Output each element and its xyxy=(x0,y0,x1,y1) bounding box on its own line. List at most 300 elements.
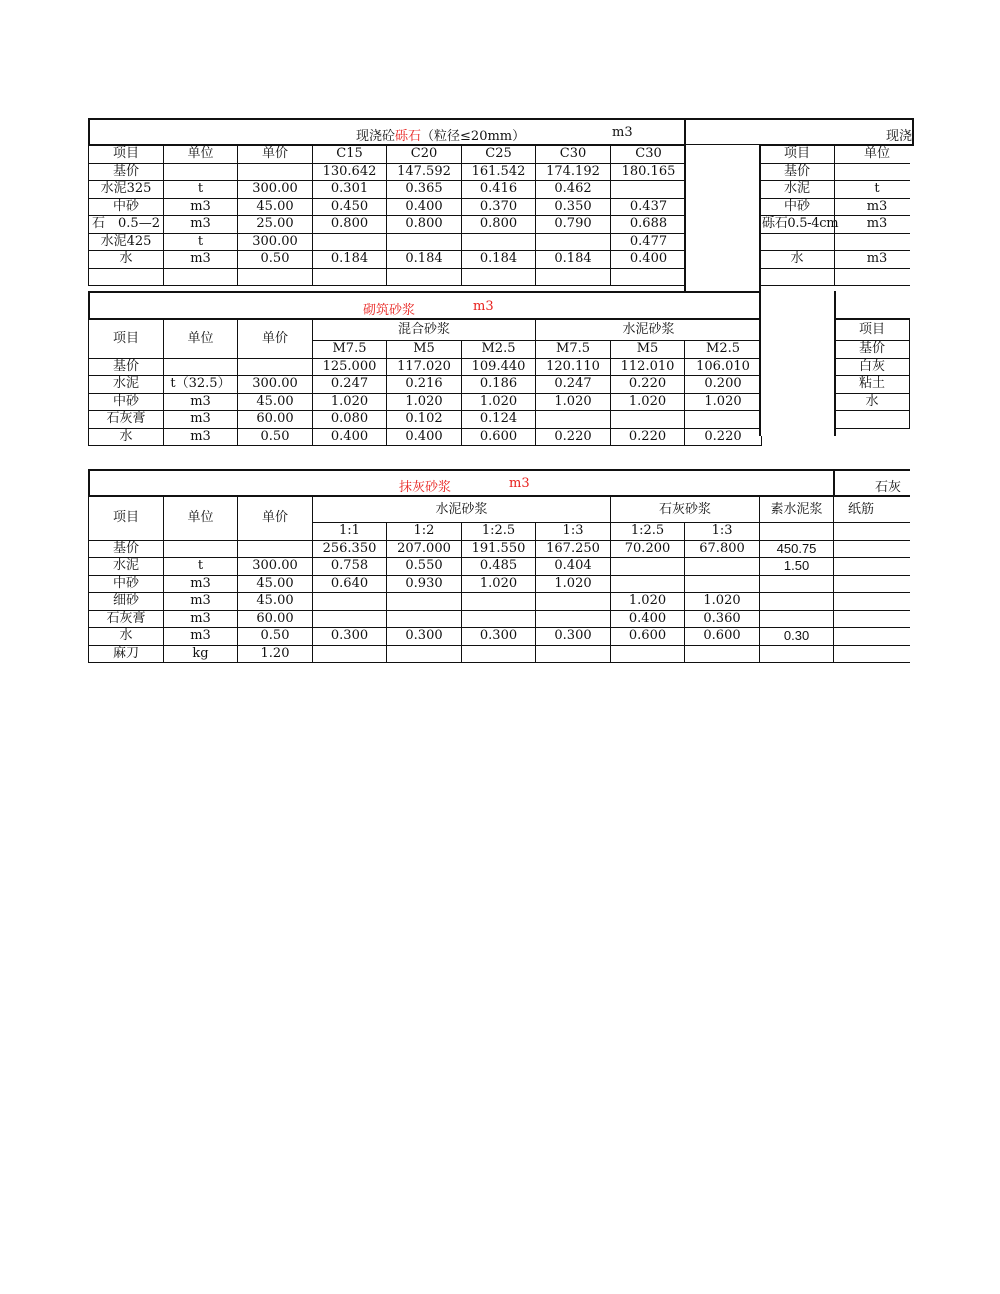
table-row xyxy=(89,268,687,286)
table-cell: 0.600 xyxy=(611,628,685,646)
masonry-unit: m3 xyxy=(473,299,494,314)
table-cell: 1.020 xyxy=(611,593,685,611)
grade-header: M2.5 xyxy=(685,341,762,359)
table-cell: 60.00 xyxy=(238,411,313,429)
table-cell: 基价 xyxy=(89,358,164,376)
table-cell: 0.600 xyxy=(462,428,536,446)
masonry-h-price: 单价 xyxy=(238,320,313,359)
table-cell xyxy=(313,645,387,663)
concrete-title-b: 砾石 xyxy=(395,129,422,144)
column-header: C20 xyxy=(387,146,462,164)
table-row xyxy=(835,341,911,359)
table-cell xyxy=(313,593,387,611)
table-cell: 167.250 xyxy=(536,540,611,558)
plaster-group-lime: 石灰砂浆 xyxy=(611,497,760,523)
table-cell: 砾石0.5-4cm xyxy=(760,216,835,234)
table-cell: 25.00 xyxy=(238,216,313,234)
table-row xyxy=(89,540,911,558)
table-cell: 1.020 xyxy=(536,393,611,411)
table-row xyxy=(89,645,911,663)
plaster-right-title: 石灰 xyxy=(875,480,902,495)
table-row xyxy=(89,575,911,593)
lime-right-table xyxy=(834,318,910,429)
column-header: 单价 xyxy=(238,146,313,164)
table-cell: 1.20 xyxy=(238,645,313,663)
table-cell xyxy=(760,593,834,611)
table-cell xyxy=(834,540,910,558)
grade-header: M7.5 xyxy=(536,341,611,359)
table-cell: 0.184 xyxy=(387,251,462,269)
table-cell xyxy=(910,411,911,429)
masonry-table xyxy=(88,319,762,446)
table-cell xyxy=(834,628,910,646)
table-cell xyxy=(387,610,462,628)
table-cell xyxy=(760,610,834,628)
table-cell xyxy=(462,593,536,611)
table-cell: 0.220 xyxy=(536,428,611,446)
table-cell: 0.800 xyxy=(462,216,536,234)
table-cell: 中砂 xyxy=(89,575,164,593)
table-cell xyxy=(462,610,536,628)
table-cell: 191.550 xyxy=(462,540,536,558)
concrete-unit: m3 xyxy=(612,125,633,140)
table-cell: 300.00 xyxy=(238,376,313,394)
table-cell xyxy=(238,540,313,558)
table-cell: 中砂 xyxy=(89,393,164,411)
table-cell: t（32.5） xyxy=(164,376,238,394)
table-cell: 0.184 xyxy=(462,251,536,269)
table-cell: 水泥425 xyxy=(89,233,164,251)
table-cell: 细砂 xyxy=(89,593,164,611)
table-cell xyxy=(760,645,834,663)
column-header: 单位 xyxy=(835,146,911,164)
table-cell: m3 xyxy=(164,610,238,628)
table-cell: m3 xyxy=(835,216,911,234)
table-cell: 0.462 xyxy=(536,181,611,199)
grade-header: M2.5 xyxy=(462,341,536,359)
table-cell xyxy=(835,233,911,251)
table-cell: t xyxy=(164,558,238,576)
table-row xyxy=(89,163,687,181)
plaster-right-title-bar xyxy=(833,469,910,497)
table-cell xyxy=(910,319,911,341)
table-cell: 450.75 xyxy=(760,540,834,558)
concrete-spacer-column xyxy=(684,145,761,293)
table-cell: 300.00 xyxy=(238,181,313,199)
table-cell: 1.020 xyxy=(387,393,462,411)
table-cell xyxy=(536,233,611,251)
table-cell xyxy=(536,610,611,628)
lime-right-title-bar xyxy=(834,291,910,320)
table-cell: 1.020 xyxy=(536,575,611,593)
table-cell: 45.00 xyxy=(238,393,313,411)
column-header: C30 xyxy=(536,146,611,164)
table-cell: 中砂 xyxy=(89,198,164,216)
table-row xyxy=(835,393,911,411)
plaster-unit: m3 xyxy=(509,476,530,491)
table-cell xyxy=(462,268,536,286)
plaster-title-bar xyxy=(88,469,835,497)
table-cell: 45.00 xyxy=(238,575,313,593)
grade-header: M5 xyxy=(611,341,685,359)
table-cell: 0.400 xyxy=(387,198,462,216)
table-cell: 0.640 xyxy=(313,575,387,593)
table-cell: 1.020 xyxy=(685,393,762,411)
table-cell xyxy=(387,268,462,286)
table-row xyxy=(89,376,762,394)
table-cell: 粘土 xyxy=(835,376,910,394)
table-cell xyxy=(238,268,313,286)
column-header: 单位 xyxy=(164,146,238,164)
table-cell: 174.192 xyxy=(536,163,611,181)
table-cell: 0.301 xyxy=(313,181,387,199)
concrete-title-c: （粒径≤20mm） xyxy=(421,129,526,144)
table-cell: 130.642 xyxy=(313,163,387,181)
table-cell: 45.00 xyxy=(238,198,313,216)
table-cell xyxy=(834,645,910,663)
concrete-right-table xyxy=(759,145,910,286)
table-cell xyxy=(611,268,687,286)
table-cell: 147.592 xyxy=(387,163,462,181)
table-cell xyxy=(238,163,313,181)
ratio-header: 1:2.5 xyxy=(462,523,536,541)
table-cell: 207.000 xyxy=(387,540,462,558)
table-cell: 1.020 xyxy=(313,393,387,411)
plaster-h-unit: 单位 xyxy=(164,497,238,541)
table-cell: m3 xyxy=(164,628,238,646)
table-row xyxy=(89,393,762,411)
plaster-group-paper: 纸筋 xyxy=(834,497,910,523)
table-cell: 70.200 xyxy=(611,540,685,558)
table-cell: 石灰膏 xyxy=(89,610,164,628)
table-cell: m3 xyxy=(164,428,238,446)
table-cell: 0.184 xyxy=(536,251,611,269)
ratio-header: 1:1 xyxy=(313,523,387,541)
table-cell: 0.080 xyxy=(313,411,387,429)
table-cell: 石灰膏 xyxy=(89,411,164,429)
table-cell: 0.370 xyxy=(462,198,536,216)
table-row xyxy=(835,358,911,376)
table-cell: m3 xyxy=(835,251,911,269)
table-cell: 0.220 xyxy=(685,428,762,446)
table-cell xyxy=(910,358,911,376)
concrete-right-clip xyxy=(759,145,910,293)
table-cell: 112.010 xyxy=(611,358,685,376)
table-cell: 125.000 xyxy=(313,358,387,376)
table-cell: 0.50 xyxy=(238,428,313,446)
table-cell: 0.800 xyxy=(387,216,462,234)
table-row xyxy=(89,216,687,234)
table-cell xyxy=(835,268,911,286)
ratio-header: 1:2.5 xyxy=(611,523,685,541)
table-cell: 0.124 xyxy=(462,411,536,429)
table-cell: 0.800 xyxy=(313,216,387,234)
table-row xyxy=(89,610,911,628)
table-cell xyxy=(611,645,685,663)
table-cell: 项目 xyxy=(835,319,910,341)
table-cell: 0.400 xyxy=(313,428,387,446)
plaster-h-price: 单价 xyxy=(238,497,313,541)
table-cell xyxy=(834,593,910,611)
table-cell xyxy=(685,558,760,576)
table-cell: 120.110 xyxy=(536,358,611,376)
table-cell: 0.50 xyxy=(238,628,313,646)
table-cell xyxy=(834,575,910,593)
table-cell: m3 xyxy=(164,411,238,429)
table-cell xyxy=(387,645,462,663)
table-row xyxy=(760,233,911,251)
table-cell xyxy=(164,268,238,286)
table-row xyxy=(89,358,762,376)
table-cell: 0.758 xyxy=(313,558,387,576)
table-cell xyxy=(760,268,835,286)
table-cell: 水泥 xyxy=(89,558,164,576)
table-cell xyxy=(834,610,910,628)
table-cell xyxy=(313,233,387,251)
table-cell: 0.400 xyxy=(387,428,462,446)
table-row xyxy=(89,251,687,269)
table-row xyxy=(89,428,762,446)
ratio-header: 1:3 xyxy=(685,523,760,541)
table-cell xyxy=(164,540,238,558)
masonry-h-item: 项目 xyxy=(89,320,164,359)
table-cell xyxy=(313,610,387,628)
table-cell xyxy=(835,163,911,181)
table-cell: 中砂 xyxy=(760,198,835,216)
table-cell: 109.440 xyxy=(462,358,536,376)
table-cell: t xyxy=(164,181,238,199)
table-cell: 0.102 xyxy=(387,411,462,429)
table-cell xyxy=(536,268,611,286)
table-cell: 0.600 xyxy=(685,628,760,646)
table-cell: 白灰 xyxy=(835,358,910,376)
table-cell xyxy=(760,523,834,541)
table-cell: 0.790 xyxy=(536,216,611,234)
table-row xyxy=(89,198,687,216)
plaster-table xyxy=(88,496,910,663)
table-cell: t xyxy=(164,233,238,251)
table-cell: 0.300 xyxy=(387,628,462,646)
table-cell xyxy=(89,268,164,286)
table-cell: 0.404 xyxy=(536,558,611,576)
table-cell: m3 xyxy=(164,251,238,269)
table-cell: 石 0.5—2 xyxy=(89,216,164,234)
table-cell: 水 xyxy=(89,628,164,646)
table-row xyxy=(760,216,911,234)
table-cell: 0.437 xyxy=(611,198,687,216)
plaster-table-clip xyxy=(88,496,910,671)
table-cell: 45.00 xyxy=(238,593,313,611)
table-cell: 水 xyxy=(89,428,164,446)
table-row xyxy=(89,181,687,199)
concrete-right-title-bar xyxy=(684,118,914,146)
column-header: C30 xyxy=(611,146,687,164)
table-cell: 0.485 xyxy=(462,558,536,576)
table-cell: 0.220 xyxy=(611,376,685,394)
table-header-row xyxy=(760,146,911,164)
table-cell: 180.165 xyxy=(611,163,687,181)
table-cell: 0.688 xyxy=(611,216,687,234)
column-header: C15 xyxy=(313,146,387,164)
table-cell: 基价 xyxy=(835,341,910,359)
column-header: 项目 xyxy=(89,146,164,164)
table-cell: 0.247 xyxy=(536,376,611,394)
table-cell: m3 xyxy=(164,198,238,216)
table-row xyxy=(835,319,911,341)
lime-right-spacer xyxy=(759,291,836,436)
table-row xyxy=(89,558,911,576)
masonry-group-mixed: 混合砂浆 xyxy=(313,320,536,341)
table-cell xyxy=(536,411,611,429)
table-cell: 161.542 xyxy=(462,163,536,181)
table-cell: 水泥325 xyxy=(89,181,164,199)
table-row xyxy=(760,163,911,181)
table-cell xyxy=(834,523,910,541)
table-cell xyxy=(760,233,835,251)
masonry-group-cement: 水泥砂浆 xyxy=(536,320,762,341)
table-cell: 0.220 xyxy=(611,428,685,446)
plaster-right-title-clip xyxy=(833,469,910,497)
table-cell: m3 xyxy=(164,575,238,593)
table-cell xyxy=(685,645,760,663)
table-cell: 0.216 xyxy=(387,376,462,394)
table-cell: m3 xyxy=(835,198,911,216)
table-cell: m3 xyxy=(164,216,238,234)
masonry-title: 砌筑砂浆 xyxy=(363,303,416,318)
table-cell xyxy=(387,593,462,611)
grade-header: M7.5 xyxy=(313,341,387,359)
table-cell xyxy=(313,268,387,286)
table-cell: 0.930 xyxy=(387,575,462,593)
table-row xyxy=(835,411,911,429)
table-cell xyxy=(834,558,910,576)
table-cell: m3 xyxy=(164,593,238,611)
table-cell: 117.020 xyxy=(387,358,462,376)
table-cell xyxy=(910,376,911,394)
table-cell: 基价 xyxy=(760,163,835,181)
table-cell xyxy=(611,575,685,593)
table-row xyxy=(89,628,911,646)
table-cell: 0.300 xyxy=(462,628,536,646)
table-cell: kg xyxy=(164,645,238,663)
table-row xyxy=(89,233,687,251)
table-cell xyxy=(462,233,536,251)
table-cell: 60.00 xyxy=(238,610,313,628)
table-row xyxy=(835,376,911,394)
table-cell: 基价 xyxy=(89,163,164,181)
table-cell: 67.800 xyxy=(685,540,760,558)
ratio-header: 1:2 xyxy=(387,523,462,541)
table-cell: t xyxy=(835,181,911,199)
table-cell: 0.550 xyxy=(387,558,462,576)
table-cell: 300.00 xyxy=(238,233,313,251)
table-cell: 256.350 xyxy=(313,540,387,558)
plaster-title: 抹灰砂浆 xyxy=(399,480,452,495)
table-cell xyxy=(462,645,536,663)
concrete-right-title: 现浇 xyxy=(886,129,913,144)
table-cell: 0.300 xyxy=(536,628,611,646)
table-header-row xyxy=(89,146,687,164)
table-cell: 0.400 xyxy=(611,610,685,628)
table-cell xyxy=(536,645,611,663)
table-cell: 1.020 xyxy=(611,393,685,411)
table-cell: 0.300 xyxy=(313,628,387,646)
table-cell: 1.50 xyxy=(760,558,834,576)
table-cell xyxy=(760,575,834,593)
table-cell xyxy=(164,163,238,181)
table-cell: 0.350 xyxy=(536,198,611,216)
table-row xyxy=(760,198,911,216)
table-cell: 0.200 xyxy=(685,376,762,394)
table-cell: 0.30 xyxy=(760,628,834,646)
table-cell: 0.416 xyxy=(462,181,536,199)
table-cell: 0.186 xyxy=(462,376,536,394)
table-cell: 1.020 xyxy=(685,593,760,611)
table-cell xyxy=(387,233,462,251)
table-cell xyxy=(611,411,685,429)
table-cell: 0.365 xyxy=(387,181,462,199)
masonry-title-bar xyxy=(88,291,761,320)
table-cell xyxy=(611,181,687,199)
table-cell xyxy=(536,593,611,611)
plaster-h-item: 项目 xyxy=(89,497,164,541)
table-cell: 基价 xyxy=(89,540,164,558)
table-cell: 300.00 xyxy=(238,558,313,576)
table-cell: 0.450 xyxy=(313,198,387,216)
table-cell: m3 xyxy=(164,393,238,411)
table-row xyxy=(89,593,911,611)
table-cell xyxy=(835,411,910,429)
table-row xyxy=(760,181,911,199)
table-cell xyxy=(685,411,762,429)
table-cell: 水 xyxy=(89,251,164,269)
table-cell: 0.247 xyxy=(313,376,387,394)
table-cell: 水泥 xyxy=(89,376,164,394)
plaster-group-cement: 水泥砂浆 xyxy=(313,497,611,523)
table-row xyxy=(760,251,911,269)
column-header: 项目 xyxy=(760,146,835,164)
grade-header: M5 xyxy=(387,341,462,359)
table-cell xyxy=(685,575,760,593)
lime-right-clip xyxy=(759,291,910,436)
table-cell: 106.010 xyxy=(685,358,762,376)
table-row xyxy=(760,268,911,286)
table-cell: 0.400 xyxy=(611,251,687,269)
table-cell xyxy=(238,358,313,376)
table-cell: 0.360 xyxy=(685,610,760,628)
concrete-title-a: 现浇砼 xyxy=(356,129,396,144)
table-cell: 0.50 xyxy=(238,251,313,269)
plaster-group-neat: 素水泥浆 xyxy=(760,497,834,523)
table-cell xyxy=(910,341,911,359)
table-cell: 0.477 xyxy=(611,233,687,251)
table-cell: 1.020 xyxy=(462,575,536,593)
masonry-h-unit: 单位 xyxy=(164,320,238,359)
table-cell: 麻刀 xyxy=(89,645,164,663)
table-cell: 水 xyxy=(760,251,835,269)
column-header: C25 xyxy=(462,146,536,164)
concrete-title-bar xyxy=(88,118,686,146)
table-cell: 1.020 xyxy=(462,393,536,411)
table-cell xyxy=(910,393,911,411)
table-row xyxy=(89,411,762,429)
concrete-table xyxy=(88,145,687,286)
table-cell: 水泥 xyxy=(760,181,835,199)
table-cell xyxy=(611,558,685,576)
ratio-header: 1:3 xyxy=(536,523,611,541)
table-cell: 水 xyxy=(835,393,910,411)
table-cell: 0.184 xyxy=(313,251,387,269)
